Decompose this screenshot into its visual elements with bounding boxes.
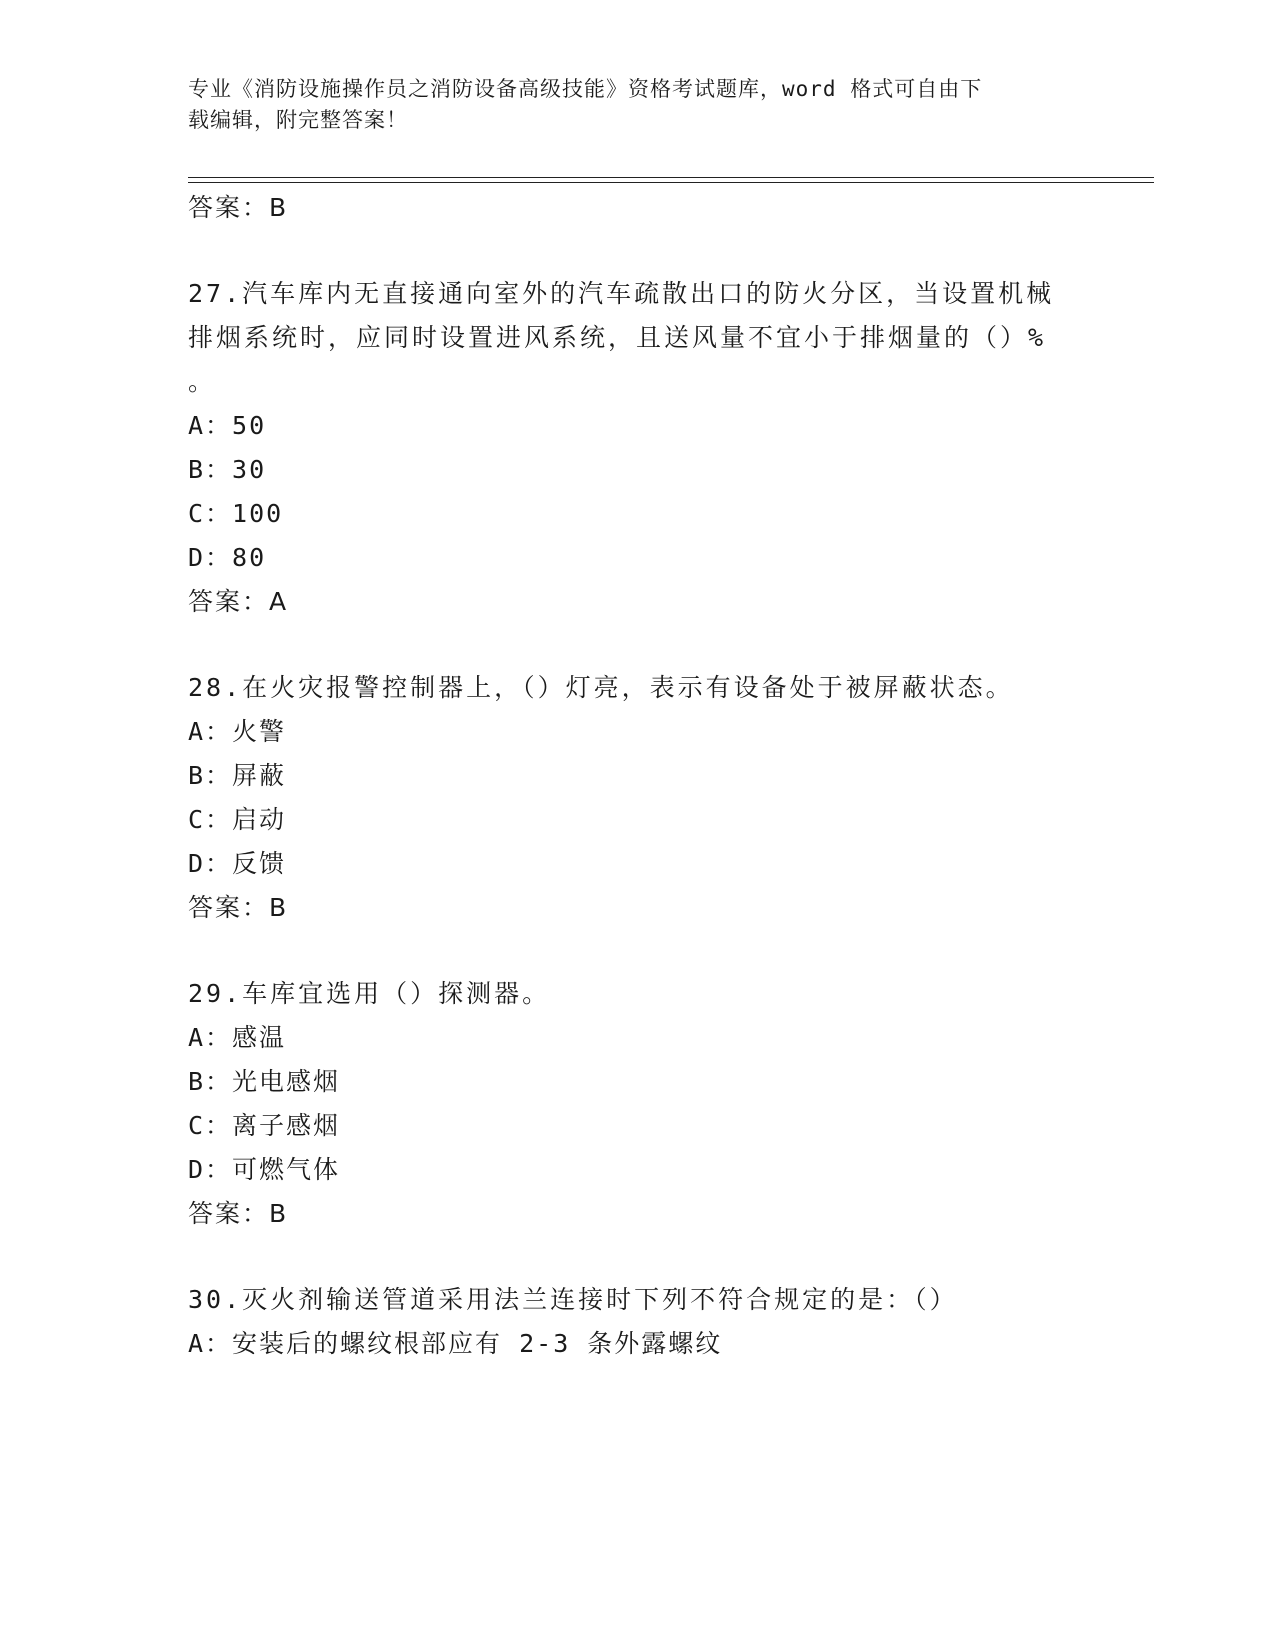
question-27-option-c: C：100	[188, 499, 284, 528]
question-27-answer: 答案：A	[188, 587, 289, 616]
question-28-option-b: B：屏蔽	[188, 761, 287, 790]
header-line-2: 载编辑，附完整答案！	[188, 108, 408, 132]
question-30-line-1: 30.灭火剂输送管道采用法兰连接时下列不符合规定的是：（）	[188, 1285, 958, 1314]
question-28-option-d: D：反馈	[188, 849, 287, 878]
question-28-line-1: 28.在火灾报警控制器上，（）灯亮，表示有设备处于被屏蔽状态。	[188, 673, 1014, 702]
question-28-option-c: C：启动	[188, 805, 287, 834]
question-30-option-a: A：安装后的螺纹根部应有 2-3 条外露螺纹	[188, 1329, 723, 1358]
question-29-option-c: C：离子感烟	[188, 1111, 341, 1140]
question-27-line-1: 27.汽车库内无直接通向室外的汽车疏散出口的防火分区，当设置机械	[188, 279, 1055, 308]
question-29-option-b: B：光电感烟	[188, 1067, 341, 1096]
question-29-option-d: D：可燃气体	[188, 1155, 341, 1184]
question-27-option-d: D：80	[188, 543, 267, 572]
question-28-answer: 答案：B	[188, 893, 289, 922]
question-27-option-a: A：50	[188, 411, 267, 440]
previous-answer: 答案：B	[188, 193, 289, 222]
question-28-option-a: A：火警	[188, 717, 287, 746]
document-header	[188, 74, 1068, 136]
question-29-option-a: A：感温	[188, 1023, 287, 1052]
question-29-answer: 答案：B	[188, 1199, 289, 1228]
header-line-1: 专业《消防设施操作员之消防设备高级技能》资格考试题库，word 格式可自由下	[188, 77, 983, 101]
question-29-line-1: 29.车库宜选用（）探测器。	[188, 979, 551, 1008]
header-divider-top	[188, 177, 1154, 178]
header-divider-bottom	[188, 182, 1154, 183]
question-27-option-b: B：30	[188, 455, 267, 484]
question-27-line-3: 。	[188, 367, 217, 396]
question-27-line-2: 排烟系统时，应同时设置进风系统，且送风量不宜小于排烟量的（）%	[188, 323, 1047, 352]
